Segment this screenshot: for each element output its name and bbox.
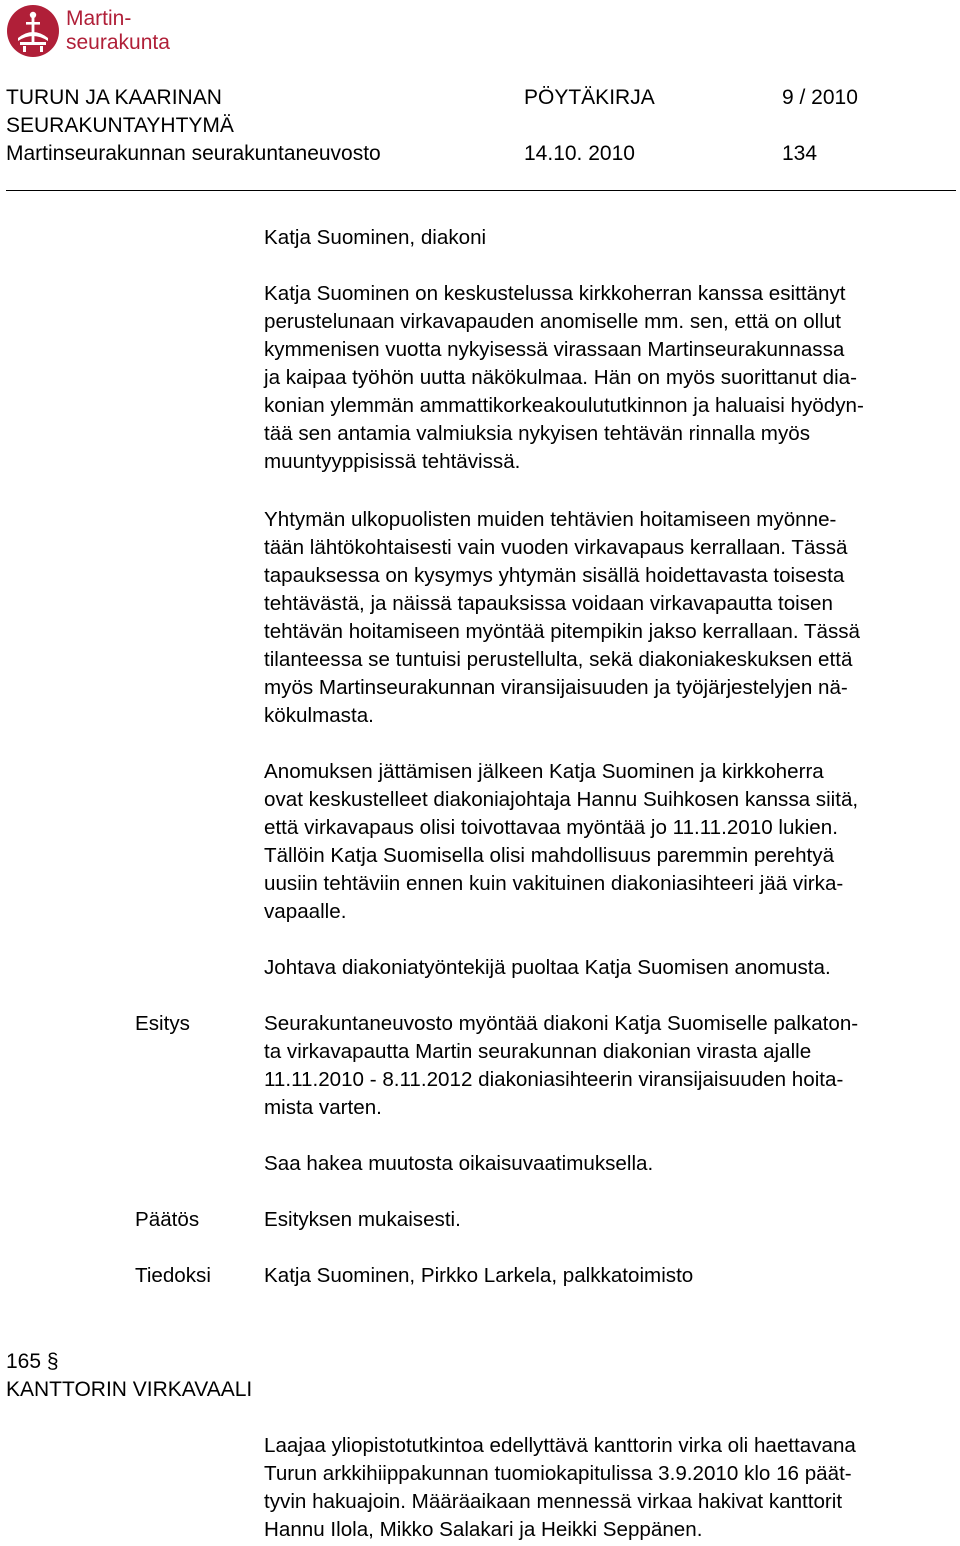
section-number: 165 §: [6, 1350, 59, 1373]
decision-label: Päätös: [135, 1208, 200, 1231]
paragraph-policy: Yhtymän ulkopuolisten muiden tehtävien hoitamiseen myönne- tään lähtökohtaisesti vain vuoden virkavapaus kerrallaan. Tässä tapauksessa on kysymys yhtymän sisällä hoidettavasta toisesta tehtävästä, ja näissä tapauksissa voidaan virkavapautta toisen tehtävän hoitamiseen myöntää pitempikin jakso kerrallaan. Tässä tilanteessa se tuntuisi perustellulta, sekä diakoniakeskuksen että myös Martinseurakunnan viransijaisuuden ja työjärjestelyjen nä- kökulmasta.: [264, 508, 861, 727]
header-divider: [6, 190, 956, 191]
paragraph-background: Katja Suominen on keskustelussa kirkkoherran kanssa esittänyt perustelunaan virkavapauden anomiselle mm. sen, että on ollut kymmenisen vuotta nykyisessä virassaan Martinseurakunnassa ja kaipaa työhön uutta näkökulmaa. Hän on myös suorittanut dia- konian ylemmän ammattikorkeakoulututkinnon ja haluaisi hyödyn- tää sen antamia valmiuksia nykyisen tehtävän rinnalla myös muuntyyppisissä tehtävissä.: [264, 282, 864, 473]
meeting-date: 14.10. 2010: [524, 142, 635, 165]
section-paragraph: Laajaa yliopistotutkintoa edellyttävä kanttorin virka oli haettavana Turun arkkihiippakunnan tuomiokapitulissa 3.9.2010 klo 16 päät- tyvin hakuajoin. Määräaikaan mennessä virkaa hakivat kanttorit Hannu Ilola, Mikko Salakari ja Heikki Seppänen.: [264, 1434, 856, 1541]
page-number: 134: [782, 142, 818, 165]
proposal-label: Esitys: [135, 1012, 190, 1035]
org-name-line2: SEURAKUNTAYHTYMÄ: [6, 114, 234, 137]
paragraph-discussion: Anomuksen jättämisen jälkeen Katja Suominen ja kirkkoherra ovat keskustelleet diakoniajohtaja Hannu Suihkosen kanssa siitä, että virkavapaus olisi toivottavaa myöntää jo 11.11.2010 lukien. Tällöin Katja Suomisella olisi mahdollisuus paremmin perehtyä uusiin tehtäviin ennen kuin vakituinen diakoniasihteeri jää virka- vapaalle.: [264, 760, 859, 923]
parish-emblem-icon: [6, 4, 60, 58]
subject-line: Katja Suominen, diakoni: [264, 226, 487, 249]
org-name-line1: TURUN JA KAARINAN: [6, 86, 222, 109]
appeal-notice: Saa hakea muutosta oikaisuvaatimuksella.: [264, 1152, 654, 1175]
document-type: PÖYTÄKIRJA: [524, 86, 655, 109]
notify-label: Tiedoksi: [135, 1264, 211, 1287]
document-number: 9 / 2010: [782, 86, 858, 109]
notify-text: Katja Suominen, Pirkko Larkela, palkkatoimisto: [264, 1264, 694, 1287]
proposal-text: Seurakuntaneuvosto myöntää diakoni Katja Suomiselle palkaton- ta virkavapautta Martin seurakunnan diakonian virasta ajalle 11.11.2010 - 8.11.2012 diakoniasihteerin viransijaisuuden hoita- mista varten.: [264, 1012, 859, 1119]
paragraph-endorsement: Johtava diakoniatyöntekijä puoltaa Katja Suomisen anomusta.: [264, 956, 831, 979]
section-title: KANTTORIN VIRKAVAALI: [6, 1378, 253, 1401]
governing-body: Martinseurakunnan seurakuntaneuvosto: [6, 142, 381, 165]
logo-wordmark: Martin- seurakunta: [66, 7, 170, 54]
decision-text: Esityksen mukaisesti.: [264, 1208, 461, 1231]
